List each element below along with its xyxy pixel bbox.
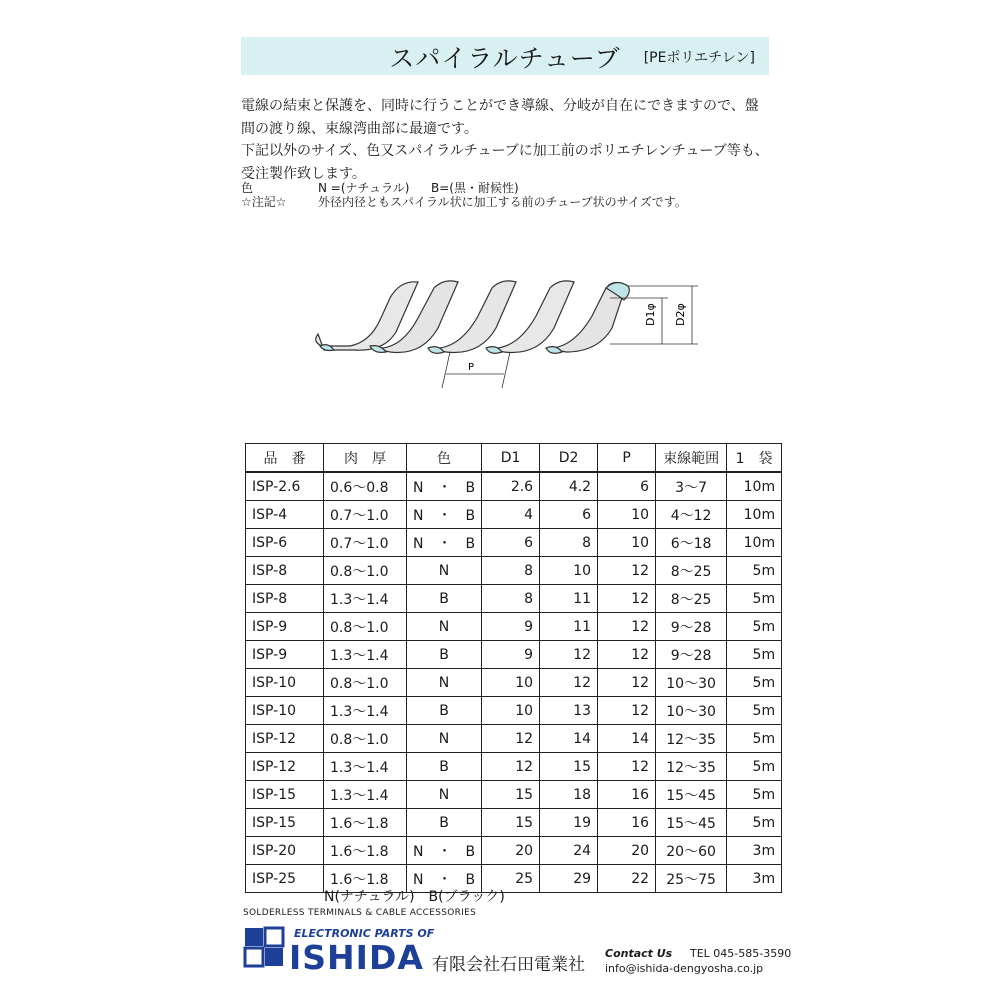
cell-thickness: 0.6〜0.8: [324, 472, 407, 501]
cell-bag-length: 5m: [727, 809, 782, 837]
cell-bag-length: 5m: [727, 557, 782, 585]
cell-part-number: ISP-8: [246, 557, 324, 585]
spiral-tube-diagram: [310, 270, 710, 400]
cell-pitch: 6: [598, 472, 656, 501]
cell-d2: 29: [540, 865, 598, 893]
cell-bundle-range: 15〜45: [656, 809, 727, 837]
table-row: [246, 809, 782, 837]
cell-d2: 24: [540, 837, 598, 865]
cell-thickness: 0.8〜1.0: [324, 669, 407, 697]
cell-d2: 10: [540, 557, 598, 585]
cell-pitch: 12: [598, 753, 656, 781]
material-subtitle: [PEポリエチレン]: [643, 50, 755, 66]
cell-bag-length: 5m: [727, 781, 782, 809]
ishida-logo: [243, 922, 435, 978]
logo-mark-icon: [243, 922, 287, 974]
cell-d1: 20: [482, 837, 540, 865]
cell-color: N ・ B: [407, 529, 482, 557]
table-row: [246, 613, 782, 641]
spec-table: [245, 443, 782, 893]
cell-bag-length: 5m: [727, 697, 782, 725]
cell-d1: 15: [482, 809, 540, 837]
cell-color: B: [407, 809, 482, 837]
cell-bundle-range: 3〜7: [656, 472, 727, 501]
table-row: [246, 501, 782, 529]
cell-pitch: 16: [598, 809, 656, 837]
cell-part-number: ISP-25: [246, 865, 324, 893]
cell-d2: 8: [540, 529, 598, 557]
table-row: [246, 837, 782, 865]
cell-d1: 12: [482, 753, 540, 781]
col-header-d2: D2: [540, 444, 598, 473]
table-row: [246, 725, 782, 753]
cell-thickness: 1.3〜1.4: [324, 641, 407, 669]
cell-bundle-range: 20〜60: [656, 837, 727, 865]
cell-d1: 12: [482, 725, 540, 753]
cell-bundle-range: 4〜12: [656, 501, 727, 529]
cell-bag-length: 3m: [727, 865, 782, 893]
cell-thickness: 0.8〜1.0: [324, 613, 407, 641]
table-body: [246, 472, 782, 893]
cell-color: N ・ B: [407, 472, 482, 501]
cell-color: N: [407, 613, 482, 641]
cell-bundle-range: 10〜30: [656, 669, 727, 697]
cell-d2: 12: [540, 641, 598, 669]
color-black: B=(黒・耐候性): [431, 181, 519, 195]
cell-color: B: [407, 641, 482, 669]
logo-tagline: ELECTRONIC PARTS OF: [294, 927, 435, 940]
contact-label: Contact Us: [605, 947, 673, 960]
cell-thickness: 1.6〜1.8: [324, 809, 407, 837]
cell-bundle-range: 9〜28: [656, 613, 727, 641]
spiral-tube-illustration: [316, 281, 630, 353]
cell-d1: 4: [482, 501, 540, 529]
dimension-label-d2: D2φ: [674, 303, 687, 326]
cell-thickness: 1.3〜1.4: [324, 753, 407, 781]
cell-thickness: 0.8〜1.0: [324, 557, 407, 585]
cell-d1: 2.6: [482, 472, 540, 501]
note-label: ☆注記☆: [241, 195, 287, 209]
table-row: [246, 669, 782, 697]
cell-thickness: 1.3〜1.4: [324, 697, 407, 725]
table-header-row: [246, 444, 782, 473]
cell-bundle-range: 15〜45: [656, 781, 727, 809]
cell-d1: 6: [482, 529, 540, 557]
col-header-part: 品 番: [246, 444, 324, 473]
company-name: 有限会社石田電業社: [432, 955, 585, 975]
cell-pitch: 14: [598, 725, 656, 753]
cell-bundle-range: 8〜25: [656, 557, 727, 585]
cell-part-number: ISP-12: [246, 753, 324, 781]
intro-paragraph-1: 電線の結束と保護を、同時に行うことができ導線、分岐が自在にできますので、盤間の渡り線、束線湾曲部に最適です。: [241, 98, 759, 137]
cell-thickness: 1.6〜1.8: [324, 837, 407, 865]
cell-d1: 15: [482, 781, 540, 809]
cell-bag-length: 10m: [727, 529, 782, 557]
cell-part-number: ISP-12: [246, 725, 324, 753]
cell-part-number: ISP-9: [246, 641, 324, 669]
intro-text: [241, 95, 771, 185]
cell-part-number: ISP-2.6: [246, 472, 324, 501]
cell-bag-length: 5m: [727, 585, 782, 613]
cell-d1: 10: [482, 669, 540, 697]
dimension-label-p: P: [468, 362, 475, 373]
table-row: [246, 529, 782, 557]
cell-part-number: ISP-15: [246, 781, 324, 809]
color-label: 色: [241, 181, 254, 195]
cell-d2: 13: [540, 697, 598, 725]
cell-bundle-range: 10〜30: [656, 697, 727, 725]
cell-pitch: 10: [598, 529, 656, 557]
cell-part-number: ISP-10: [246, 669, 324, 697]
cell-bundle-range: 6〜18: [656, 529, 727, 557]
cell-pitch: 12: [598, 697, 656, 725]
page-title: スパイラルチューブ: [389, 44, 621, 73]
cell-pitch: 12: [598, 669, 656, 697]
cell-bundle-range: 12〜35: [656, 725, 727, 753]
cell-color: N: [407, 725, 482, 753]
cell-thickness: 0.7〜1.0: [324, 529, 407, 557]
intro-paragraph-2: 下記以外のサイズ、色又スパイラルチューブに加工前のポリエチレンチューブ等も、受注製作致します。: [241, 143, 769, 182]
contact-email: info@ishida-dengyosha.co.jp: [605, 962, 764, 975]
col-header-thickness: 肉 厚: [324, 444, 407, 473]
cell-color: B: [407, 585, 482, 613]
col-header-color: 色: [407, 444, 482, 473]
cell-thickness: 0.7〜1.0: [324, 501, 407, 529]
cell-color: B: [407, 697, 482, 725]
logo-wordmark: ISHIDA: [289, 938, 424, 977]
cell-part-number: ISP-8: [246, 585, 324, 613]
cell-d2: 11: [540, 613, 598, 641]
cell-bag-length: 5m: [727, 753, 782, 781]
cell-thickness: 0.8〜1.0: [324, 725, 407, 753]
cell-d2: 11: [540, 585, 598, 613]
cell-pitch: 10: [598, 501, 656, 529]
cell-d1: 9: [482, 641, 540, 669]
cell-color: N: [407, 781, 482, 809]
cell-part-number: ISP-6: [246, 529, 324, 557]
cell-d2: 15: [540, 753, 598, 781]
cell-color: B: [407, 753, 482, 781]
cell-d1: 9: [482, 613, 540, 641]
cell-d2: 12: [540, 669, 598, 697]
cell-color: N: [407, 557, 482, 585]
dimension-label-d1: D1φ: [644, 303, 657, 326]
col-header-range: 束線範囲: [656, 444, 727, 473]
cell-part-number: ISP-10: [246, 697, 324, 725]
cell-pitch: 12: [598, 613, 656, 641]
table-row: [246, 781, 782, 809]
cell-bag-length: 10m: [727, 501, 782, 529]
cell-pitch: 20: [598, 837, 656, 865]
cell-bag-length: 5m: [727, 641, 782, 669]
cell-thickness: 1.3〜1.4: [324, 781, 407, 809]
table-row: [246, 585, 782, 613]
cell-d2: 14: [540, 725, 598, 753]
cell-d2: 6: [540, 501, 598, 529]
col-header-p: P: [598, 444, 656, 473]
cell-bag-length: 5m: [727, 613, 782, 641]
cell-part-number: ISP-9: [246, 613, 324, 641]
cell-thickness: 1.3〜1.4: [324, 585, 407, 613]
color-natural: N =(ナチュラル): [318, 181, 410, 195]
cell-bag-length: 5m: [727, 725, 782, 753]
cell-bag-length: 5m: [727, 669, 782, 697]
cell-color: N ・ B: [407, 501, 482, 529]
cell-d2: 19: [540, 809, 598, 837]
cell-bundle-range: 8〜25: [656, 585, 727, 613]
cell-d1: 10: [482, 697, 540, 725]
cell-d1: 25: [482, 865, 540, 893]
contact-phone: TEL 045-585-3590: [690, 947, 792, 960]
cell-d1: 8: [482, 557, 540, 585]
cell-pitch: 22: [598, 865, 656, 893]
color-footnote: N(ナチュラル) B(ブラック): [324, 889, 505, 905]
cell-d2: 4.2: [540, 472, 598, 501]
col-header-d1: D1: [482, 444, 540, 473]
table-row: [246, 753, 782, 781]
cell-pitch: 12: [598, 641, 656, 669]
cell-color: N ・ B: [407, 865, 482, 893]
cell-color: N ・ B: [407, 837, 482, 865]
cell-pitch: 16: [598, 781, 656, 809]
cell-bag-length: 10m: [727, 472, 782, 501]
col-header-bag: 1 袋: [727, 444, 782, 473]
cell-bundle-range: 9〜28: [656, 641, 727, 669]
cell-pitch: 12: [598, 557, 656, 585]
cell-bundle-range: 12〜35: [656, 753, 727, 781]
cell-part-number: ISP-20: [246, 837, 324, 865]
cell-d1: 8: [482, 585, 540, 613]
footer-tagline: SOLDERLESS TERMINALS & CABLE ACCESSORIES: [243, 908, 477, 918]
table-row: [246, 472, 782, 501]
table-row: [246, 557, 782, 585]
cell-pitch: 12: [598, 585, 656, 613]
cell-thickness: 1.6〜1.8: [324, 865, 407, 893]
table-row: [246, 697, 782, 725]
cell-bundle-range: 25〜75: [656, 865, 727, 893]
cell-color: N: [407, 669, 482, 697]
title-banner: [241, 37, 769, 75]
cell-d2: 18: [540, 781, 598, 809]
cell-bag-length: 3m: [727, 837, 782, 865]
cell-part-number: ISP-15: [246, 809, 324, 837]
table-row: [246, 641, 782, 669]
cell-part-number: ISP-4: [246, 501, 324, 529]
note-text: 外径内径ともスパイラル状に加工する前のチューブ状のサイズです。: [318, 195, 687, 209]
